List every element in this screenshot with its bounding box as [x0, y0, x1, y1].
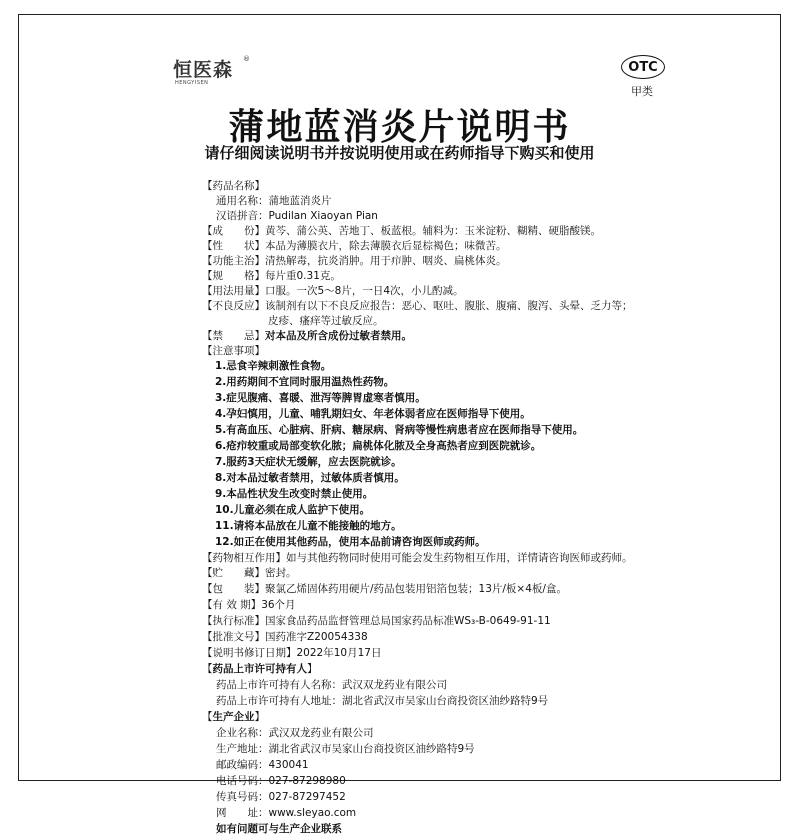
approval-label: 批准文号 — [212, 631, 255, 643]
adverse-row-continued — [268, 314, 384, 328]
package-row: 【包 装】聚氯乙烯固体药用硬片/药品包装用铝箔包装；13片/板×4板/盒。 — [202, 583, 567, 595]
precaution-item: 8.对本品过敏者禁用，过敏体质者慎用。 — [215, 472, 405, 484]
website-label: 网 址： — [216, 807, 269, 819]
revision-row: 【说明书修订日期】2022年10月17日 — [202, 647, 382, 659]
company-value: 武汉双龙药业有限公司 — [268, 727, 374, 739]
postcode-label: 邮政编码： — [216, 759, 269, 771]
revision-label: 说明书修订日期 — [212, 647, 286, 659]
precaution-item: 5.有高血压、心脏病、肝病、糖尿病、肾病等慢性病患者应在医师指导下使用。 — [215, 424, 584, 436]
generic-name-label: 通用名称： — [216, 195, 269, 207]
spec-label: 规 格 — [212, 270, 255, 282]
dosage-value: 口服。一次5～8片，一日4次，小儿酌减。 — [265, 285, 464, 297]
precaution-item: 1.忌食辛辣刺激性食物。 — [215, 360, 332, 372]
section-name-header: 【药品名称】 — [202, 180, 265, 192]
phone-row — [216, 774, 346, 788]
pinyin-value: Pudilan Xiaoyan Pian — [268, 210, 378, 222]
manufacturer-header-row: 【生产企业】 — [202, 711, 265, 723]
storage-value: 密封。 — [265, 567, 297, 579]
standard-value: 国家食品药品监督管理总局国家药品标准WS₃-B-0649-91-11 — [265, 615, 551, 627]
holder-address-label: 药品上市许可持有人地址： — [216, 695, 342, 707]
dosage-label: 用法用量 — [212, 285, 255, 297]
page-subtitle: 请仔细阅读说明书并按说明使用或在药师指导下购买和使用 — [204, 144, 595, 162]
generic-name-value: 蒲地蓝消炎片 — [268, 195, 332, 207]
fax-label: 传真号码： — [216, 791, 269, 803]
precaution-item: 12.如正在使用其他药品，使用本品前请咨询医师或药师。 — [215, 536, 486, 548]
adverse-value-2: 皮疹、瘙痒等过敏反应。 — [268, 315, 384, 327]
ingredients-row: 【成 份】黄芩、蒲公英、苦地丁、板蓝根。辅料为：玉米淀粉、糊精、硬脂酸镁。 — [202, 225, 601, 237]
precaution-item: 10.儿童必须在成人监护下使用。 — [215, 504, 371, 516]
precaution-item: 9.本品性状发生改变时禁止使用。 — [215, 488, 374, 500]
pinyin-row — [216, 209, 378, 223]
address-value: 湖北省武汉市吴家山台商投资区油纱路特9号 — [268, 743, 475, 755]
appearance-row: 【性 状】本品为薄膜衣片，除去薄膜衣后显棕褐色；味微苦。 — [202, 240, 507, 252]
phone-label: 电话号码： — [216, 775, 269, 787]
holder-name-value: 武汉双龙药业有限公司 — [342, 679, 447, 691]
ingredients-value: 黄芩、蒲公英、苦地丁、板蓝根。辅料为：玉米淀粉、糊精、硬脂酸镁。 — [265, 225, 601, 237]
contra-label: 禁 忌 — [212, 330, 255, 342]
approval-value: 国药准字Z20054338 — [265, 631, 368, 643]
company-label: 企业名称： — [216, 727, 269, 739]
holder-address-row — [216, 694, 548, 708]
contraindication-row: 【禁 忌】对本品及所含成份过敏者禁用。 — [202, 330, 412, 342]
holder-header-row: 【药品上市许可持有人】 — [202, 663, 318, 675]
standard-label: 执行标准 — [212, 615, 255, 627]
holder-header: 药品上市许可持有人 — [212, 663, 307, 675]
fax-value: 027-87297452 — [268, 791, 346, 803]
indication-row: 【功能主治】清热解毒，抗炎消肿。用于疖肿、咽炎、扁桃体炎。 — [202, 255, 507, 267]
precautions-header: 注意事项 — [212, 345, 255, 357]
package-value: 聚氯乙烯固体药用硬片/药品包装用铝箔包装；13片/板×4板/盒。 — [265, 583, 567, 595]
spec-value: 每片重0.31克。 — [265, 270, 341, 282]
precaution-item: 3.症见腹痛、喜暖、泄泻等脾胃虚寒者慎用。 — [215, 392, 426, 404]
ingredients-label: 成 份 — [212, 225, 255, 237]
phone-value: 027-87298980 — [268, 775, 346, 787]
precaution-item: 2.用药期间不宜同时服用温热性药物。 — [215, 376, 395, 388]
holder-address-value: 湖北省武汉市吴家山台商投资区油纱路特9号 — [342, 695, 549, 707]
manufacturer-header: 生产企业 — [212, 711, 255, 723]
adverse-label: 不良反应 — [212, 300, 255, 312]
adverse-value-1: 该制剂有以下不良反应报告：恶心、呕吐、腹胀、腹痛、腹泻、头晕、乏力等； — [265, 300, 633, 312]
indication-label: 功能主治 — [212, 255, 255, 267]
contra-value: 对本品及所含成份过敏者禁用。 — [265, 330, 412, 342]
approval-row: 【批准文号】国药准字Z20054338 — [202, 631, 368, 643]
standard-row: 【执行标准】国家食品药品监督管理总局国家药品标准WS₃-B-0649-91-11 — [202, 615, 551, 627]
fax-row — [216, 790, 346, 804]
brand-logo — [173, 55, 253, 89]
appearance-label: 性 状 — [212, 240, 255, 252]
storage-row: 【贮 藏】密封。 — [202, 567, 297, 579]
holder-name-label: 药品上市许可持有人名称： — [216, 679, 342, 691]
footer-note: 如有问题可与生产企业联系 — [216, 823, 342, 835]
validity-label: 有 效 期 — [212, 599, 251, 611]
interaction-row: 【药物相互作用】如与其他药物同时使用可能会发生药物相互作用，详情请咨询医师或药师。 — [202, 552, 633, 564]
precaution-item: 6.疮疖较重或局部变软化脓；扁桃体化脓及全身高热者应到医院就诊。 — [215, 440, 542, 452]
interaction-label: 药物相互作用 — [212, 552, 276, 564]
otc-label: OTC — [628, 59, 658, 75]
name-header: 药品名称 — [212, 180, 255, 192]
precaution-item: 7.服药3天症状无缓解，应去医院就诊。 — [215, 456, 402, 468]
registered-mark: ® — [243, 55, 250, 63]
address-label: 生产地址： — [216, 743, 269, 755]
revision-value: 2022年10月17日 — [296, 647, 382, 659]
pinyin-label: 汉语拼音： — [216, 210, 269, 222]
dosage-row: 【用法用量】口服。一次5～8片，一日4次，小儿酌减。 — [202, 285, 464, 297]
validity-value: 36个月 — [261, 599, 296, 611]
otc-badge — [621, 55, 665, 79]
appearance-value: 本品为薄膜衣片，除去薄膜衣后显棕褐色；味微苦。 — [265, 240, 507, 252]
interaction-value: 如与其他药物同时使用可能会发生药物相互作用，详情请咨询医师或药师。 — [286, 552, 633, 564]
page-title: 蒲地蓝消炎片说明书 — [228, 107, 571, 148]
adverse-row: 【不良反应】该制剂有以下不良反应报告：恶心、呕吐、腹胀、腹痛、腹泻、头晕、乏力等； — [202, 300, 633, 312]
website-value: www.sleyao.com — [268, 807, 357, 819]
package-label: 包 装 — [212, 583, 255, 595]
postcode-row — [216, 758, 309, 772]
precautions-header-row: 【注意事项】 — [202, 345, 265, 357]
logo-text: 恒医森 — [173, 59, 234, 81]
otc-class: 甲类 — [631, 85, 653, 98]
precaution-item: 4.孕妇慎用，儿童、哺乳期妇女、年老体弱者应在医师指导下使用。 — [215, 408, 531, 420]
instruction-sheet — [18, 14, 781, 835]
spec-row: 【规 格】每片重0.31克。 — [202, 270, 341, 282]
company-row — [216, 726, 374, 740]
indication-value: 清热解毒，抗炎消肿。用于疖肿、咽炎、扁桃体炎。 — [265, 255, 507, 267]
logo-subtext: HENGYISEN — [175, 80, 209, 86]
validity-row: 【有 效 期】36个月 — [202, 599, 296, 611]
storage-label: 贮 藏 — [212, 567, 255, 579]
precaution-item: 11.请将本品放在儿童不能接触的地方。 — [215, 520, 402, 532]
address-row — [216, 742, 475, 756]
generic-name-row — [216, 194, 332, 208]
holder-name-row — [216, 678, 447, 692]
postcode-value: 430041 — [268, 759, 309, 771]
website-row — [216, 806, 356, 820]
